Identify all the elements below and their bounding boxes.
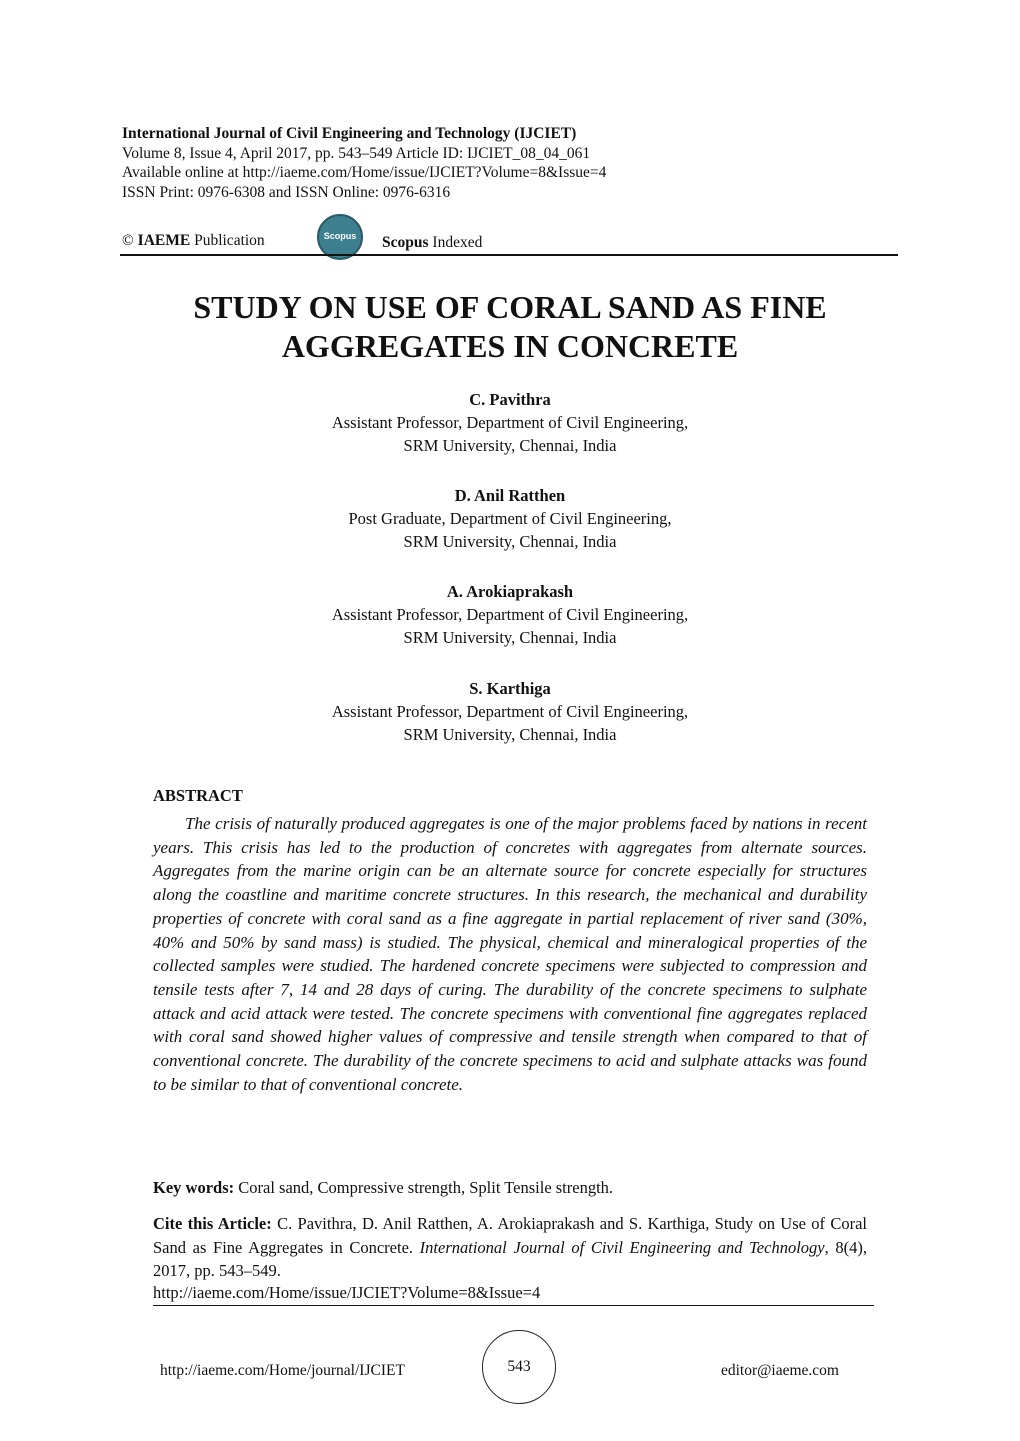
volume-line: Volume 8, Issue 4, April 2017, pp. 543–549 Article ID: IJCIET_08_04_061 xyxy=(122,144,591,162)
title-line-1: STUDY ON USE OF CORAL SAND AS FINE xyxy=(193,289,827,325)
journal-title: International Journal of Civil Engineering and Technology (IJCIET) xyxy=(122,125,577,142)
header-rule xyxy=(120,254,898,256)
abstract-text: The crisis of naturally produced aggregates is one of the major problems faced by nations in recent years. This crisis has led to the production of concretes with aggregates from alternate sources. Aggregates from the marine origin can be an alternate source for concrete especially for structures along the coastline and maritime concrete structures. In this research, the mechanical and durability properties of concrete with coral sand as a fine aggregate in partial replacement of river sand (30%, 40% and 50% by sand mass) is studied. The physical, chemical and mineralogical properties of the collected samples were studied. The hardened concrete specimens were subjected to compression and tensile tests after 7, 14 and 28 days of curing. The durability of the concrete specimens to sulphate attack and acid attack were tested. The concrete specimens with conventional fine aggregates replaced with coral sand showed higher values of compressive and tensile strength when compared to that of conventional concrete. The durability of the concrete specimens to acid and sulphate attacks was found to be similar to that of conventional concrete. xyxy=(153,814,867,1094)
author-block xyxy=(120,580,900,649)
page-number-badge xyxy=(482,1330,556,1404)
indexed-text: Indexed xyxy=(432,234,483,251)
abstract-heading: ABSTRACT xyxy=(153,786,243,805)
paper-title xyxy=(120,288,900,366)
author-role: Assistant Professor, Department of Civil Engineering, xyxy=(331,413,689,432)
cite-details: , 8(4), 2017, pp. 543–549. xyxy=(153,1237,868,1280)
author-role: Assistant Professor, Department of Civil Engineering, xyxy=(331,702,689,721)
cite-label: Cite this Article: xyxy=(153,1214,272,1233)
keywords-label: Key words: xyxy=(153,1178,235,1197)
author-affiliation: SRM University, Chennai, India xyxy=(403,532,617,551)
journal-header xyxy=(122,124,606,202)
publisher-line xyxy=(122,232,265,250)
author-affiliation: SRM University, Chennai, India xyxy=(403,628,617,647)
author-affiliation: SRM University, Chennai, India xyxy=(403,436,617,455)
author-role: Post Graduate, Department of Civil Engineering, xyxy=(348,509,672,528)
author-block xyxy=(120,677,900,746)
keywords xyxy=(153,1178,613,1198)
author-block xyxy=(120,484,900,553)
citation xyxy=(153,1212,867,1283)
author-name: S. Karthiga xyxy=(469,679,551,698)
author-name: A. Arokiaprakash xyxy=(446,582,574,601)
author-block xyxy=(120,388,900,457)
scopus-indexed xyxy=(382,234,482,252)
copyright-symbol: © xyxy=(122,232,134,249)
cite-journal: International Journal of Civil Engineering and Technology xyxy=(419,1237,825,1257)
cite-url-link[interactable]: http://iaeme.com/Home/issue/IJCIET?Volume=8&Issue=4 xyxy=(153,1283,541,1302)
scopus-logo-text: Scopus xyxy=(323,231,357,241)
scopus-bold: Scopus xyxy=(382,234,429,251)
publisher-name: IAEME xyxy=(137,232,191,249)
publisher-suffix: Publication xyxy=(194,232,265,249)
title-line-2: AGGREGATES IN CONCRETE xyxy=(281,328,739,364)
available-online-line: Available online at http://iaeme.com/Home/issue/IJCIET?Volume=8&Issue=4 xyxy=(122,164,607,181)
issn-line: ISSN Print: 0976-6308 and ISSN Online: 0976-6316 xyxy=(122,183,451,201)
footer-rule xyxy=(153,1305,874,1306)
footer-email-link[interactable]: editor@iaeme.com xyxy=(721,1362,839,1379)
author-name: C. Pavithra xyxy=(469,390,551,409)
author-affiliation: SRM University, Chennai, India xyxy=(403,725,617,744)
author-role: Assistant Professor, Department of Civil Engineering, xyxy=(331,605,689,624)
cite-authors: C. Pavithra, D. Anil Ratthen, A. Arokiaprakash and S. Karthiga, Study on Use of Coral Sand as Fine Aggregates in Concrete. xyxy=(153,1214,867,1257)
footer-journal-link[interactable]: http://iaeme.com/Home/journal/IJCIET xyxy=(160,1362,405,1379)
keywords-text: Coral sand, Compressive strength, Split Tensile strength. xyxy=(238,1178,614,1197)
page-number: 543 xyxy=(507,1358,531,1375)
author-name: D. Anil Ratthen xyxy=(454,486,566,505)
